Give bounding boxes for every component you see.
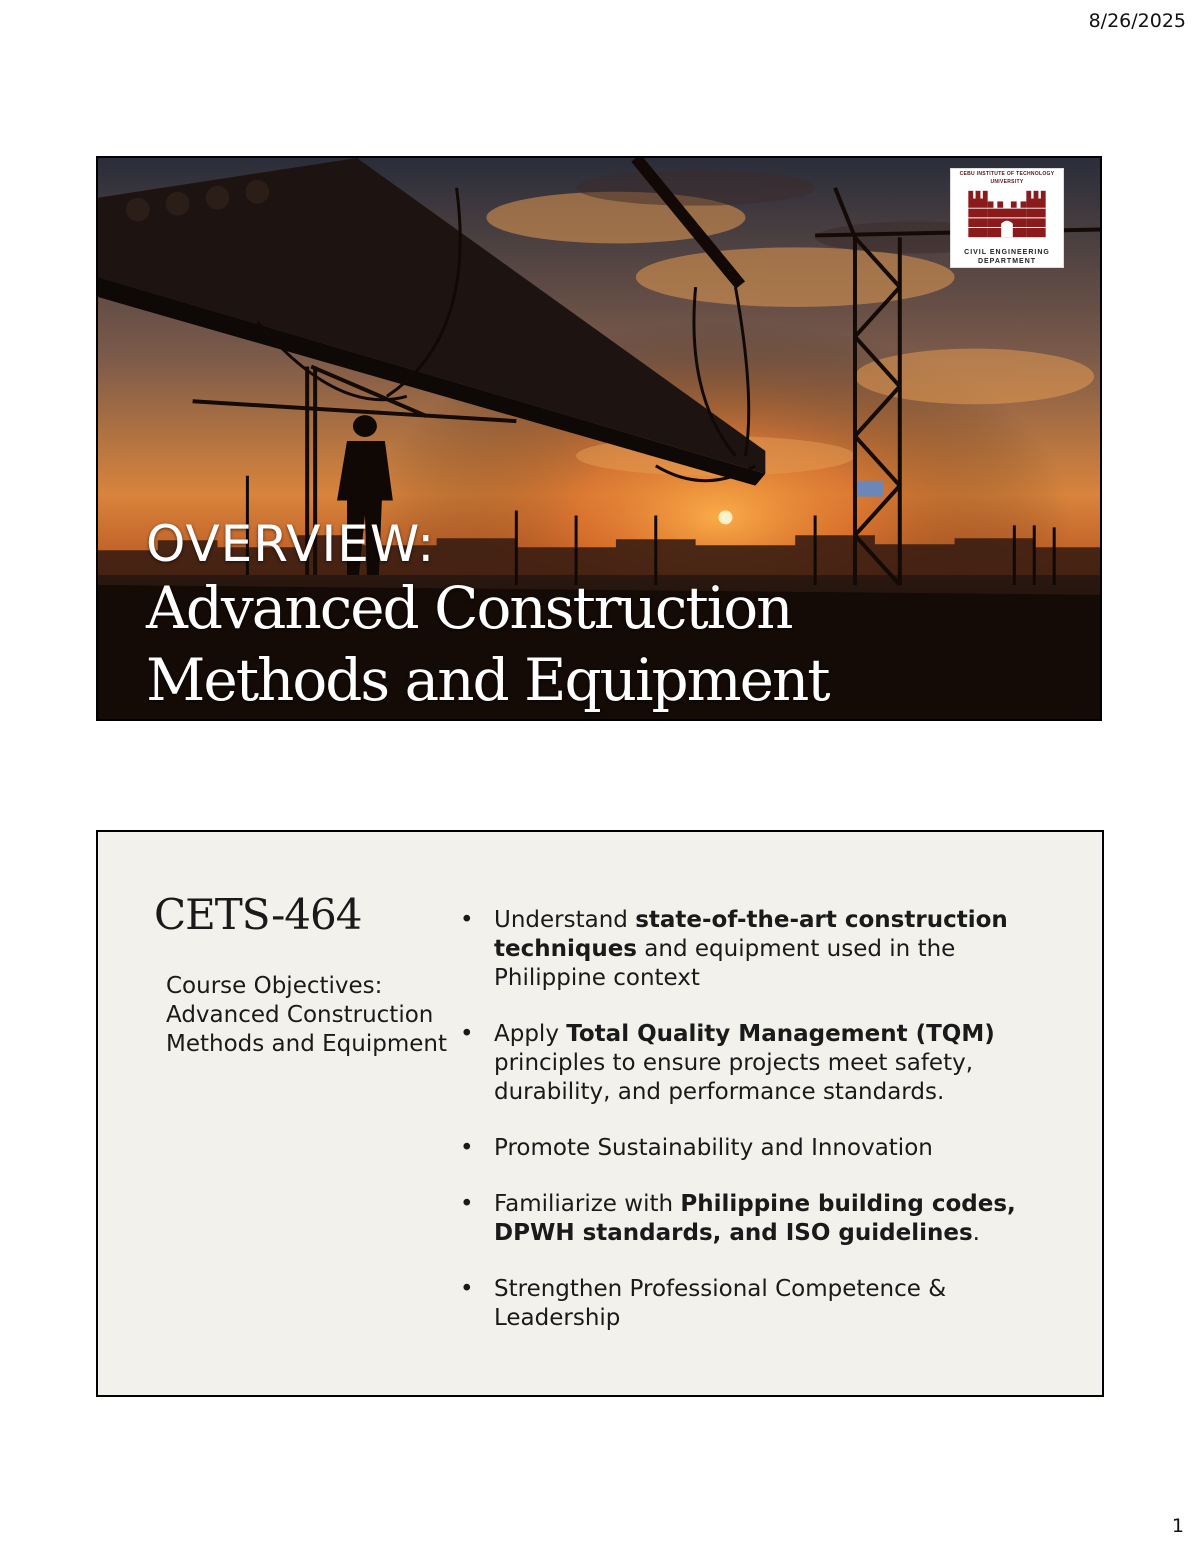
castle-icon (951, 185, 1063, 243)
objective-item: • Familiarize with Philippine building codes, DPWH standards, and ISO guidelines. (460, 1190, 1060, 1248)
course-title-line1: Advanced Construction (146, 574, 792, 642)
page-number: 1 (1171, 1515, 1184, 1537)
page-date: 8/26/2025 (1088, 10, 1186, 32)
objective-item: • Understand state-of-the-art construction techniques and equipment used in the Philippine context (460, 906, 1060, 993)
course-code: CETS-464 (154, 890, 362, 939)
objective-item: • Strengthen Professional Competence & Leadership (460, 1275, 1060, 1333)
civil-engineering-logo (950, 168, 1064, 268)
objective-item: • Promote Sustainability and Innovation (460, 1134, 1060, 1163)
slide-title-block (146, 516, 829, 716)
title-slide (96, 156, 1102, 721)
overview-label: OVERVIEW: (146, 515, 436, 573)
objectives-list (460, 906, 1060, 1360)
objective-item: • Apply Total Quality Management (TQM) principles to ensure projects meet safety, durability, and performance standards. (460, 1020, 1060, 1107)
logo-dept-line1: CIVIL ENGINEERING (964, 249, 1050, 256)
course-title-line2: Methods and Equipment (146, 646, 829, 714)
logo-dept-line2: DEPARTMENT (977, 258, 1037, 265)
objectives-label: Course Objectives: Advanced Construction Methods and Equipment (166, 973, 447, 1057)
logo-university-sub: UNIVERSITY (990, 179, 1024, 185)
objectives-slide (96, 830, 1104, 1397)
logo-university-name: CEBU INSTITUTE OF TECHNOLOGY (959, 171, 1055, 177)
